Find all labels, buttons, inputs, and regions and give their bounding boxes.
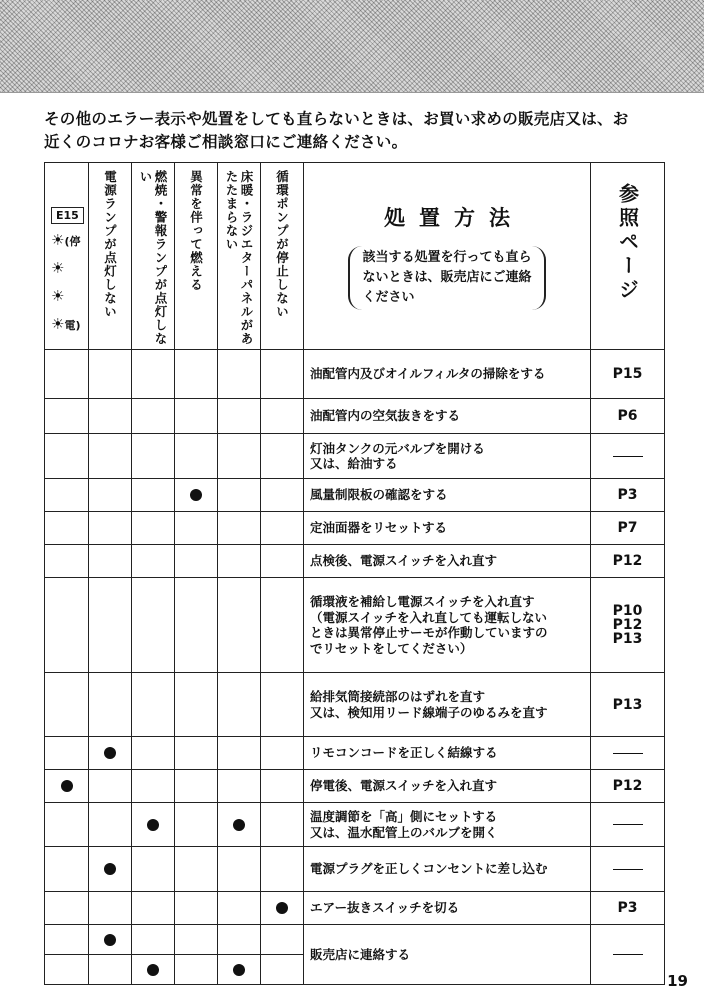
action-text: [304, 847, 591, 892]
reference-page-number: P3: [617, 487, 638, 503]
action-line: 点検後、電源スイッチを入れ直す: [310, 553, 498, 569]
symptom-mark-cell: [218, 737, 261, 770]
reference-page-number: P12: [612, 553, 643, 569]
reference-page-number: P15: [612, 366, 643, 382]
symptom-mark-cell: [89, 350, 132, 399]
table-row: [45, 673, 665, 737]
symptom-mark-cell: [45, 892, 89, 925]
symptom-mark-cell: [89, 770, 132, 803]
action-text: [304, 673, 591, 737]
symptom-mark-cell: [261, 399, 304, 434]
action-text: [304, 512, 591, 545]
symptom-mark-cell: [218, 673, 261, 737]
table-row: [45, 479, 665, 512]
symptom-mark-cell: [175, 399, 218, 434]
action-text: [304, 479, 591, 512]
symptom-mark-cell: [261, 955, 304, 985]
action-line: 定油面器をリセットする: [310, 520, 448, 536]
table-row: [45, 770, 665, 803]
intro-line-1: その他のエラー表示や処置をしても直らないときは、お買い求めの販売店又は、お: [44, 110, 629, 128]
bullet-mark: [147, 964, 159, 976]
reference-page: [591, 803, 665, 847]
symptom-header-not-warming: 床暖・ラジエターパネルがあたたまらない: [218, 163, 261, 350]
lamp-indicator: [51, 287, 64, 305]
symptom-mark-cell: [45, 434, 89, 479]
symptom-mark-cell: [132, 350, 175, 399]
symptom-header-pump-not-stop: 循環ポンプが停止しない: [261, 163, 304, 350]
symptom-mark-cell: [45, 737, 89, 770]
action-line: 油配管内及びオイルフィルタの掃除をする: [310, 366, 546, 382]
troubleshooting-table: [44, 162, 665, 985]
symptom-mark-cell: [89, 512, 132, 545]
action-line: 温度調節を「高」側にセットする: [310, 809, 498, 824]
symptom-mark-cell: [89, 803, 132, 847]
reference-page: [591, 578, 665, 673]
symptom-mark-cell: [89, 925, 132, 955]
symptom-mark-cell: [89, 737, 132, 770]
action-line: ときは異常停止サーモが作動していますの: [310, 625, 548, 640]
symptom-mark-cell: [132, 673, 175, 737]
symptom-mark-cell: [175, 925, 218, 955]
table-row: [45, 545, 665, 578]
symptom-mark-cell: [45, 925, 89, 955]
action-line: 灯油タンクの元バルブを開ける: [310, 440, 485, 456]
symptom-mark-cell: [175, 803, 218, 847]
no-reference-dash: [613, 456, 643, 457]
symptom-mark-cell: [175, 578, 218, 673]
lamp-icon: ☀: [51, 231, 65, 249]
method-note: 該当する処置を行っても直ら ないときは、販売店にご連絡 ください: [348, 246, 545, 310]
symptom-mark-cell: [45, 770, 89, 803]
symptom-mark-cell: [132, 479, 175, 512]
symptom-mark-cell: [132, 737, 175, 770]
symptom-mark-cell: [45, 803, 89, 847]
symptom-mark-cell: [175, 737, 218, 770]
symptom-mark-cell: [261, 847, 304, 892]
symptom-mark-cell: [261, 350, 304, 399]
e15-code-label: E15: [51, 207, 84, 224]
symptom-mark-cell: [175, 545, 218, 578]
table-row: [45, 925, 665, 955]
action-line: （電源スイッチを入れ直しても運転しない: [310, 609, 548, 625]
symptom-mark-cell: [89, 399, 132, 434]
table-row: [45, 512, 665, 545]
symptom-mark-cell: [132, 955, 175, 985]
action-line: 油配管内の空気抜きをする: [310, 408, 461, 424]
action-line: 販売店に連絡する: [310, 946, 411, 962]
symptom-mark-cell: [175, 847, 218, 892]
action-text: [304, 399, 591, 434]
bullet-mark: [147, 819, 159, 831]
lamp-indicator: [51, 259, 64, 277]
symptom-mark-cell: [132, 578, 175, 673]
action-line: 風量制限板の確認をする: [310, 487, 448, 503]
reference-page: [591, 479, 665, 512]
symptom-header-power-lamp: 電源ランプが点灯しない: [89, 163, 132, 350]
symptom-mark-cell: [175, 955, 218, 985]
table-row: [45, 399, 665, 434]
bullet-mark: [61, 780, 73, 792]
bullet-mark: [276, 902, 288, 914]
symptom-mark-cell: [45, 578, 89, 673]
symptom-mark-cell: [132, 892, 175, 925]
symptom-mark-cell: [218, 955, 261, 985]
action-text: [304, 545, 591, 578]
symptom-mark-cell: [175, 770, 218, 803]
action-line: 又は、給油する: [310, 456, 398, 471]
action-line: エアー抜きスイッチを切る: [310, 900, 460, 916]
reference-page: [591, 892, 665, 925]
reference-page-number: P7: [617, 520, 638, 536]
lamp-icon: ☀: [51, 315, 65, 333]
action-text: [304, 892, 591, 925]
action-text: [304, 925, 591, 985]
action-text: [304, 578, 591, 673]
reference-page-number: P13: [612, 631, 643, 647]
reference-page: [591, 434, 665, 479]
lamp-indicator: ☀(停: [51, 231, 81, 249]
symptom-mark-cell: [218, 434, 261, 479]
table-row: [45, 847, 665, 892]
reference-page-number: P12: [612, 778, 643, 794]
symptom-mark-cell: [132, 399, 175, 434]
symptom-mark-cell: [261, 578, 304, 673]
bullet-mark: [233, 964, 245, 976]
symptom-mark-cell: [89, 479, 132, 512]
symptom-mark-cell: [45, 350, 89, 399]
table-row: [45, 892, 665, 925]
symptom-mark-cell: [261, 892, 304, 925]
intro-text: [44, 108, 674, 154]
symptom-mark-cell: [175, 892, 218, 925]
lamp-indicator: ☀電): [51, 315, 81, 333]
symptom-mark-cell: [132, 847, 175, 892]
action-line: リモコンコードを正しく結線する: [310, 745, 498, 761]
reference-page: [591, 770, 665, 803]
symptom-mark-cell: [218, 350, 261, 399]
reference-page-number: P6: [617, 408, 638, 424]
lamp-icon: ☀: [51, 259, 65, 277]
symptom-mark-cell: [218, 925, 261, 955]
symptom-mark-cell: [261, 737, 304, 770]
symptom-mark-cell: [132, 770, 175, 803]
reference-page: [591, 737, 665, 770]
reference-page-number: P3: [617, 900, 638, 916]
symptom-mark-cell: [218, 479, 261, 512]
action-text: [304, 434, 591, 479]
symptom-mark-cell: [261, 770, 304, 803]
action-line: 又は、温水配管上のバルブを開く: [310, 824, 498, 840]
action-text: [304, 770, 591, 803]
table-header-row: [45, 163, 665, 350]
symptom-mark-cell: [45, 955, 89, 985]
intro-line-2: 近くのコロナお客様ご相談窓口にご連絡ください。: [44, 133, 408, 151]
symptom-mark-cell: [45, 545, 89, 578]
symptom-mark-cell: [89, 847, 132, 892]
symptom-mark-cell: [132, 512, 175, 545]
action-text: [304, 737, 591, 770]
table-row: [45, 434, 665, 479]
symptom-mark-cell: [218, 578, 261, 673]
error-indicator-header: [45, 163, 89, 350]
symptom-mark-cell: [89, 892, 132, 925]
reference-page: [591, 350, 665, 399]
symptom-mark-cell: [261, 434, 304, 479]
bullet-mark: [104, 747, 116, 759]
bullet-mark: [104, 934, 116, 946]
no-reference-dash: [613, 824, 643, 825]
bullet-mark: [190, 489, 202, 501]
symptom-header-combustion-lamp: 燃焼・警報ランプが点灯しない: [132, 163, 175, 350]
method-title: 処置方法: [384, 206, 524, 230]
table-row: [45, 578, 665, 673]
symptom-mark-cell: [45, 673, 89, 737]
symptom-mark-cell: [89, 578, 132, 673]
symptom-mark-cell: [45, 479, 89, 512]
bullet-mark: [233, 819, 245, 831]
symptom-mark-cell: [175, 434, 218, 479]
symptom-mark-cell: [261, 803, 304, 847]
symptom-mark-cell: [218, 512, 261, 545]
symptom-mark-cell: [132, 803, 175, 847]
no-reference-dash: [613, 954, 643, 955]
action-line: 給排気筒接続部のはずれを直す: [310, 689, 486, 704]
symptom-mark-cell: [218, 803, 261, 847]
symptom-mark-cell: [261, 925, 304, 955]
symptom-mark-cell: [45, 399, 89, 434]
symptom-mark-cell: [45, 512, 89, 545]
reference-page: [591, 847, 665, 892]
bullet-mark: [104, 863, 116, 875]
action-line: 電源プラグを正しくコンセントに差し込む: [310, 861, 548, 877]
no-reference-dash: [613, 869, 643, 870]
reference-page: [591, 673, 665, 737]
reference-page: [591, 545, 665, 578]
symptom-mark-cell: [218, 892, 261, 925]
symptom-mark-cell: [175, 512, 218, 545]
symptom-mark-cell: [218, 847, 261, 892]
reference-page: [591, 399, 665, 434]
symptom-mark-cell: [218, 545, 261, 578]
symptom-mark-cell: [218, 770, 261, 803]
page-number: 19: [667, 972, 688, 990]
symptom-mark-cell: [132, 925, 175, 955]
symptom-mark-cell: [89, 434, 132, 479]
no-reference-dash: [613, 753, 643, 754]
symptom-mark-cell: [89, 673, 132, 737]
table-row: [45, 350, 665, 399]
action-line: 循環液を補給し電源スイッチを入れ直す: [310, 594, 535, 609]
symptom-mark-cell: [218, 399, 261, 434]
symptom-mark-cell: [175, 673, 218, 737]
header-pattern-band: [0, 0, 704, 93]
symptom-mark-cell: [261, 479, 304, 512]
symptom-mark-cell: [132, 434, 175, 479]
action-line: でリセットをしてください）: [310, 640, 473, 656]
action-text: [304, 350, 591, 399]
symptom-header-abnormal-burn: 異常を伴って燃える: [175, 163, 218, 350]
method-header: [304, 163, 591, 350]
table-row: [45, 737, 665, 770]
action-line: 又は、検知用リード線端子のゆるみを直す: [310, 704, 548, 720]
symptom-mark-cell: [261, 673, 304, 737]
symptom-mark-cell: [89, 955, 132, 985]
reference-page-number: P10: [612, 603, 643, 619]
symptom-mark-cell: [261, 545, 304, 578]
symptom-mark-cell: [45, 847, 89, 892]
lamp-icon: ☀: [51, 287, 65, 305]
symptom-mark-cell: [175, 350, 218, 399]
action-line: 停電後、電源スイッチを入れ直す: [310, 778, 498, 794]
symptom-mark-cell: [261, 512, 304, 545]
symptom-mark-cell: [175, 479, 218, 512]
reference-page: [591, 925, 665, 985]
action-text: [304, 803, 591, 847]
reference-page-header: 参照ページ: [591, 163, 665, 350]
symptom-mark-cell: [89, 545, 132, 578]
reference-page-number: P13: [612, 696, 643, 713]
symptom-mark-cell: [132, 545, 175, 578]
reference-page: [591, 512, 665, 545]
reference-page-number: P12: [612, 617, 643, 633]
table-row: [45, 803, 665, 847]
